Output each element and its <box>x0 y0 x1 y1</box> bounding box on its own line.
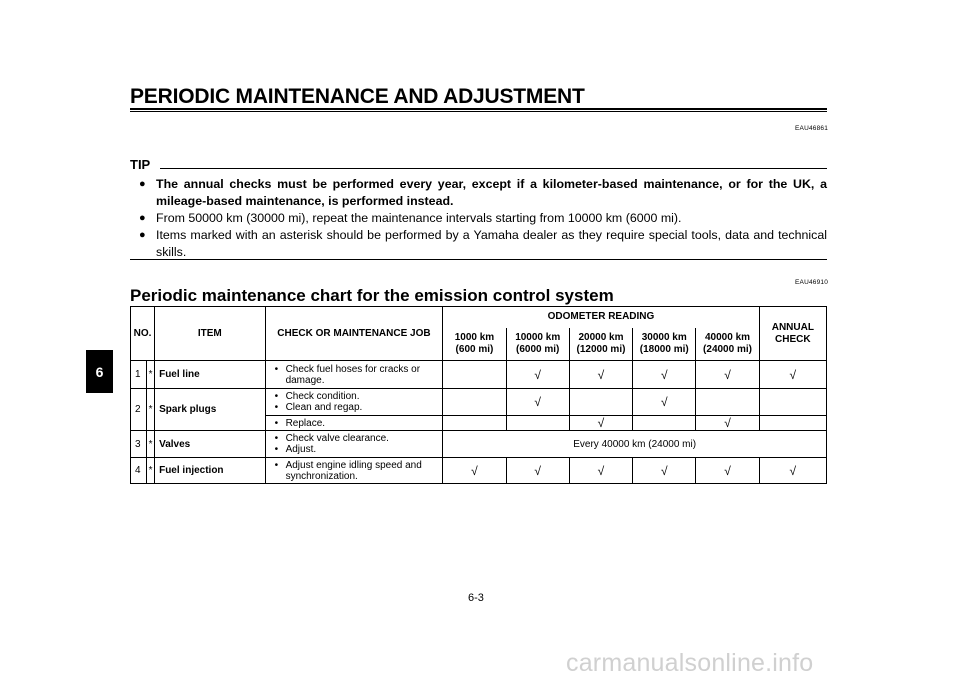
asterisk: * <box>147 361 155 389</box>
check-mark: √ <box>569 361 632 389</box>
check-mark: √ <box>696 416 759 431</box>
row-number: 2 <box>131 389 147 431</box>
interval-header: 1000 km (600 mi) <box>443 328 506 361</box>
check-cell <box>506 416 569 431</box>
check-mark: √ <box>633 389 696 416</box>
table-row <box>131 361 827 389</box>
table-row <box>131 389 827 416</box>
asterisk: * <box>147 389 155 431</box>
tip-item: ● From 50000 km (30000 mi), repeat the maintenance intervals starting from 10000 km (6000 mi). <box>139 211 682 225</box>
tip-item: ● The annual checks must be performed every year, except if a kilometer-based maintenance, or for the UK, a mileage-based maintenance, is performed instead. <box>139 177 827 208</box>
tip-rule-bottom <box>130 259 827 260</box>
check-mark: √ <box>506 458 569 484</box>
watermark: carmanualsonline.info <box>566 649 814 677</box>
header-annual: ANNUAL CHECK <box>759 307 826 361</box>
tip-rule <box>160 168 827 169</box>
interval-header: 10000 km (6000 mi) <box>506 328 569 361</box>
title-rule <box>130 108 827 110</box>
check-mark: √ <box>569 416 632 431</box>
header-row <box>131 307 827 328</box>
check-cell <box>759 389 826 416</box>
header-no: NO. <box>131 307 155 361</box>
table-row <box>131 458 827 484</box>
row-number: 1 <box>131 361 147 389</box>
check-cell <box>696 389 759 416</box>
check-mark: √ <box>506 389 569 416</box>
page-number: 6-3 <box>468 592 484 604</box>
interval-header: 40000 km (24000 mi) <box>696 328 759 361</box>
row-item: Fuel injection <box>155 458 265 484</box>
row-item: Spark plugs <box>155 389 265 431</box>
row-job: • Check condition. • Clean and regap. <box>265 389 443 416</box>
header-odometer: ODOMETER READING <box>443 307 759 328</box>
section-reference-code: EAU46910 <box>795 279 829 286</box>
check-mark: √ <box>759 361 826 389</box>
check-cell <box>443 416 506 431</box>
header-job: CHECK OR MAINTENANCE JOB <box>265 307 443 361</box>
check-mark: √ <box>759 458 826 484</box>
maintenance-chart <box>130 306 827 484</box>
title-rule-thin <box>130 111 827 112</box>
bullet-icon: ● <box>139 229 146 241</box>
interval-span: Every 40000 km (24000 mi) <box>443 431 827 458</box>
check-cell <box>443 361 506 389</box>
page-title: PERIODIC MAINTENANCE AND ADJUSTMENT <box>130 85 585 108</box>
check-mark: √ <box>506 361 569 389</box>
check-cell <box>443 389 506 416</box>
bullet-icon: ● <box>139 178 146 190</box>
tip-label: TIP <box>130 157 151 172</box>
row-number: 3 <box>131 431 147 458</box>
check-mark: √ <box>633 361 696 389</box>
row-item: Valves <box>155 431 265 458</box>
check-mark: √ <box>633 458 696 484</box>
tip-reference-code: EAU46861 <box>795 125 829 132</box>
check-mark: √ <box>696 458 759 484</box>
check-mark: √ <box>569 458 632 484</box>
tip-list <box>139 176 827 261</box>
check-cell <box>633 416 696 431</box>
section-title: Periodic maintenance chart for the emission control system <box>130 286 614 305</box>
check-cell <box>569 389 632 416</box>
asterisk: * <box>147 431 155 458</box>
asterisk: * <box>147 458 155 484</box>
chapter-tab: 6 <box>86 350 113 393</box>
check-cell <box>759 416 826 431</box>
header-item: ITEM <box>155 307 265 361</box>
table-row <box>131 431 827 458</box>
row-job: • Replace. <box>265 416 443 431</box>
interval-header: 20000 km (12000 mi) <box>569 328 632 361</box>
row-job: • Check valve clearance. • Adjust. <box>265 431 443 458</box>
row-job: • Adjust engine idling speed and synchronization. <box>265 458 443 484</box>
bullet-icon: ● <box>139 212 146 224</box>
row-item: Fuel line <box>155 361 265 389</box>
tip-item: ● Items marked with an asterisk should be performed by a Yamaha dealer as they require special tools, data and technical skills. <box>139 228 827 259</box>
row-number: 4 <box>131 458 147 484</box>
check-mark: √ <box>443 458 506 484</box>
row-job: • Check fuel hoses for cracks or damage. <box>265 361 443 389</box>
interval-header: 30000 km (18000 mi) <box>633 328 696 361</box>
check-mark: √ <box>696 361 759 389</box>
